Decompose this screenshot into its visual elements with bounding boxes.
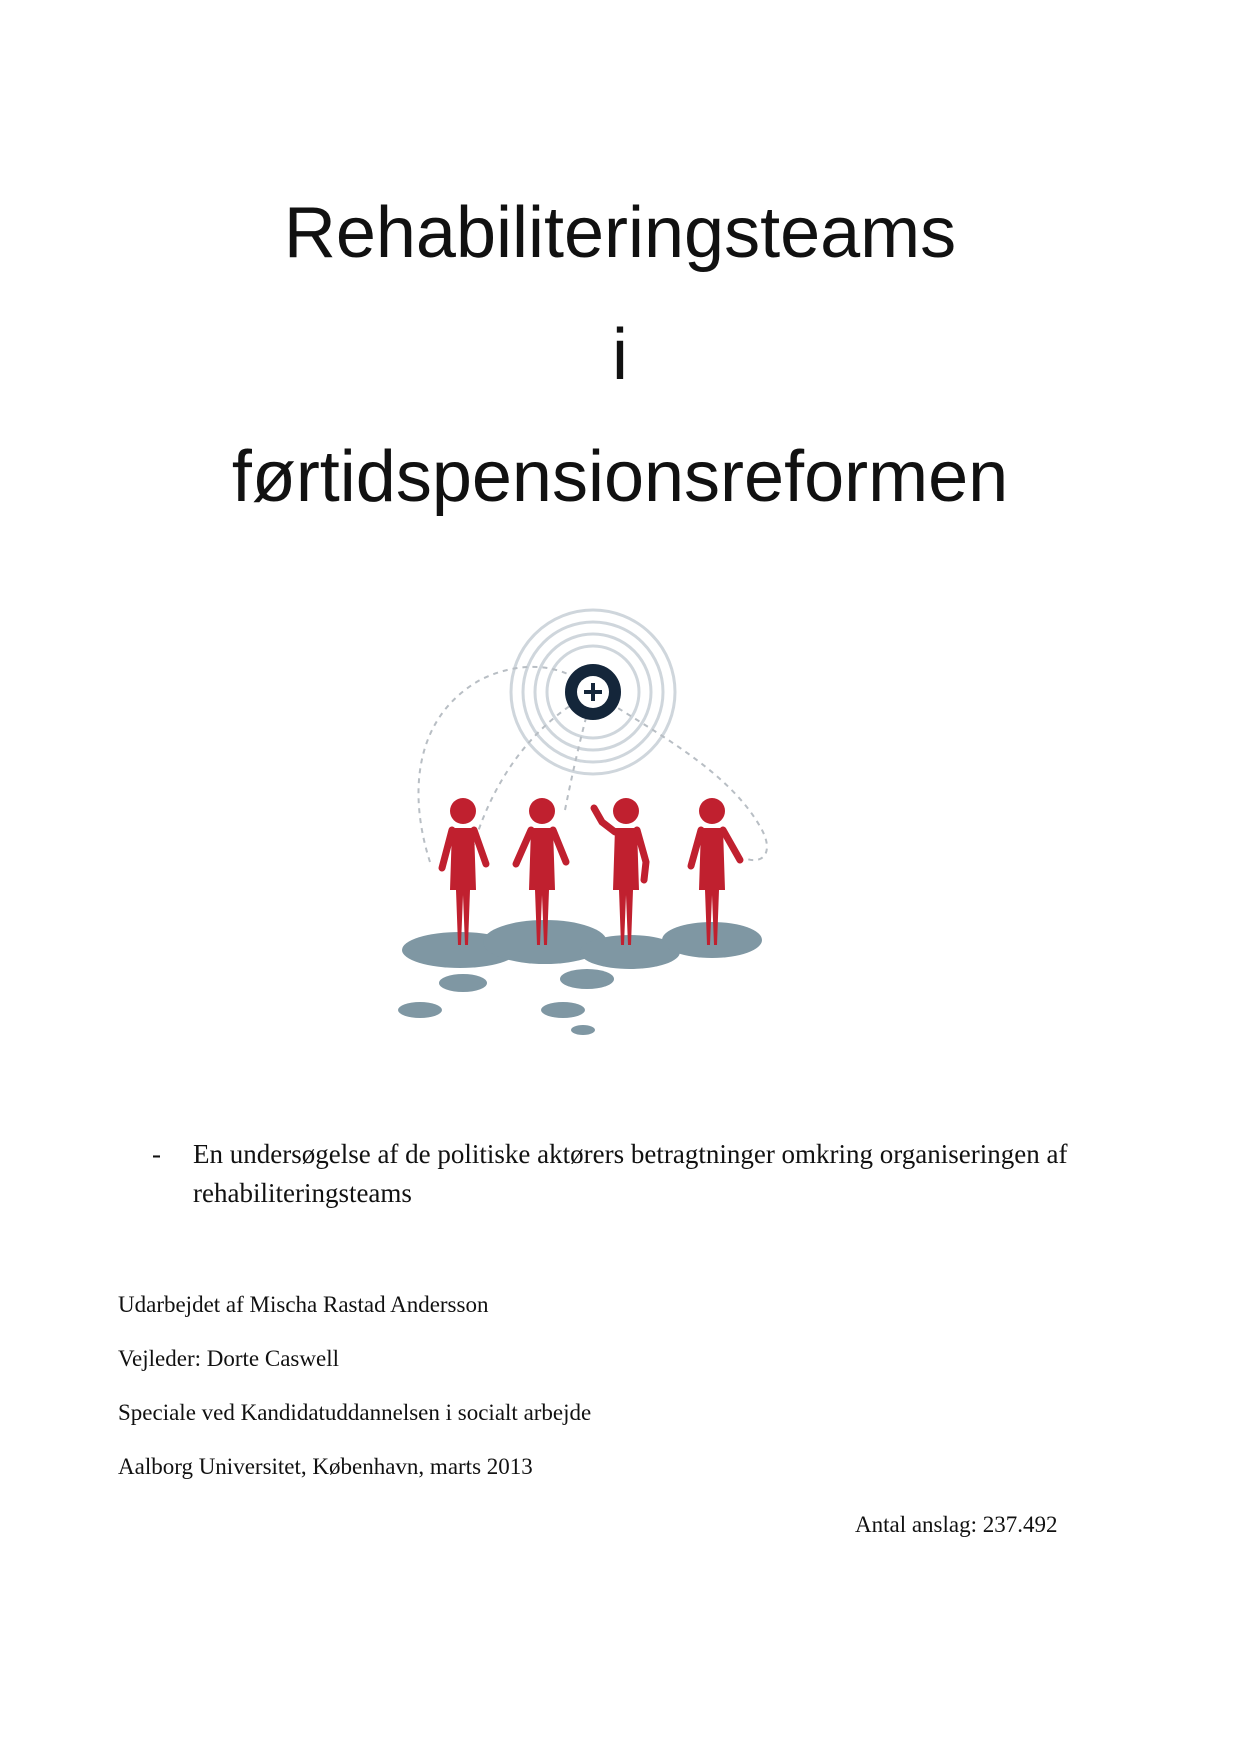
author-line: Udarbejdet af Mischa Rastad Andersson [118,1292,489,1317]
title-line-2: i [612,315,628,395]
subtitle-dash: - [152,1139,161,1169]
title-line-3: førtidspensionsreformen [231,437,1009,517]
subtitle [152,1135,1132,1213]
institution-line: Aalborg Universitet, København, marts 2013 [118,1454,533,1479]
person-figure-3 [594,798,646,945]
person-figure-1 [442,798,486,945]
people-team-icon [390,600,790,1040]
supervisor-line: Vejleder: Dorte Caswell [118,1346,339,1371]
character-count: Antal anslag: 237.492 [855,1512,1058,1537]
program-line: Speciale ved Kandidatuddannelsen i socialt arbejde [118,1400,592,1425]
title-line-1: Rehabiliteringsteams [283,193,957,273]
subtitle-text: En undersøgelse af de politiske aktørers betragtninger omkring organiseringen af rehabiliteringsteams [193,1139,1068,1208]
document-title [0,172,1240,538]
plus-circle-icon [565,664,621,720]
